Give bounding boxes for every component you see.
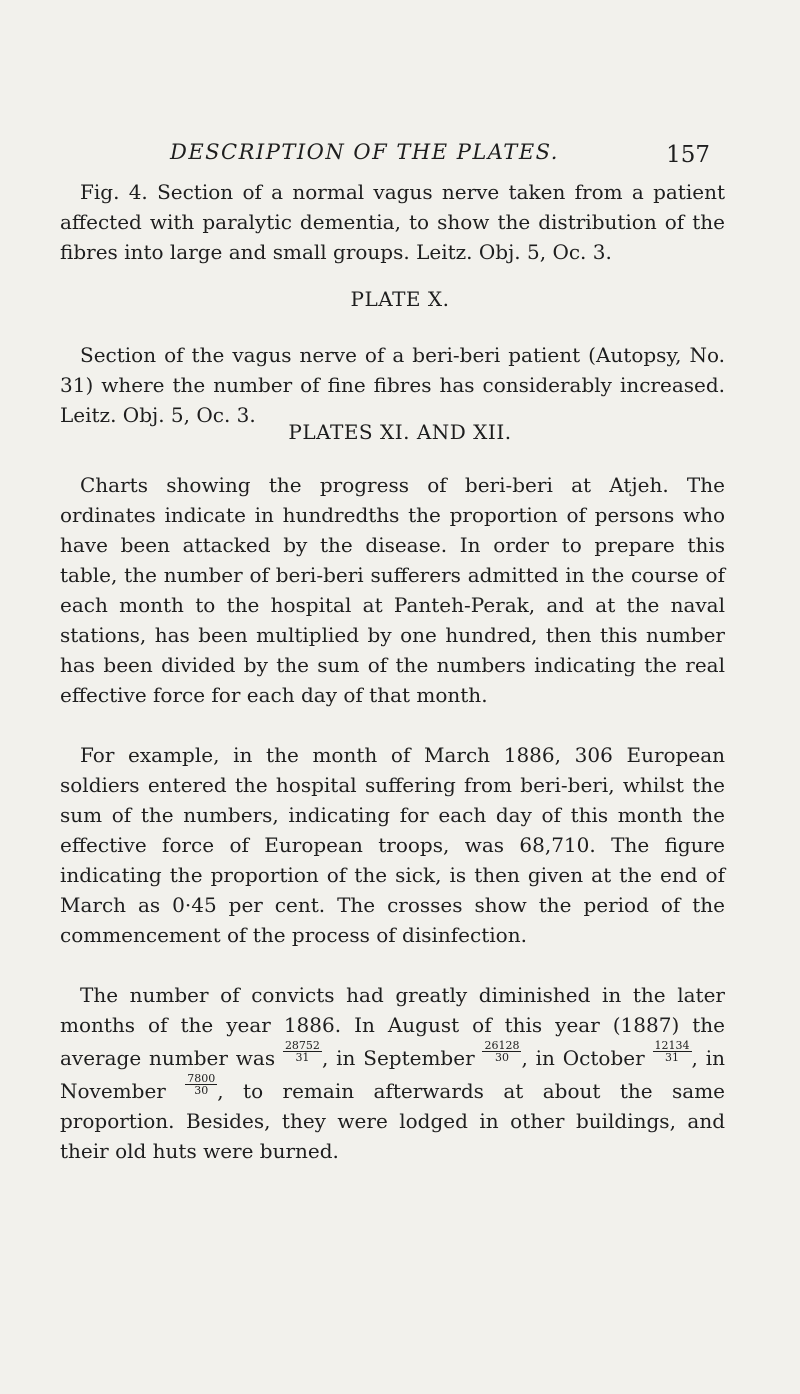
august-numerator: 28752 (284, 1039, 320, 1052)
august-fraction (283, 1040, 322, 1063)
september-fraction (482, 1040, 521, 1063)
running-header (170, 140, 710, 180)
plates-xi-xii-paragraph-2: For example, in the month of March 1886, 306 European soldiers entered the hospital suffering from beri-beri, whilst the sum of the numbers, indicating for each day of this month the effective force of European troops, was 68,710. The figure indicating the proportion of the sick, is then given at the end of March as 0·45 per cent. The crosses show the period of the commencement of the process of disinfection. (60, 743, 725, 947)
october-denominator: 31 (665, 1051, 679, 1064)
september-numerator: 26128 (484, 1039, 520, 1052)
september-denominator: 30 (494, 1051, 509, 1064)
convicts-text-2: , in September (321, 1046, 483, 1070)
page-number: 157 (666, 142, 710, 168)
plates-xi-xii-paragraph-1: Charts showing the progress of beri-beri at Atjeh. The ordinates indicate in hundredths the proportion of persons who have been attacked by the disease. In order to prepare this table, the number of beri-beri sufferers admitted in the course of each month to the hospital at Panteh-Perak, and at the naval stations, has been multiplied by one hundred, then this number has been divided by the sum of the numbers indicating the real effective force for each day of that month. (60, 473, 725, 707)
plate-x-heading: PLATE X. (350, 287, 450, 311)
fig-4-caption: Fig. 4. Section of a normal vagus nerve taken from a patient affected with paralytic dementia, to show the distribution of the fibres into large and small groups. Leitz. Obj. 5, Oc. 3. (60, 180, 725, 264)
plates-xi-xii-heading: PLATES XI. AND XII. (288, 420, 512, 444)
november-fraction (185, 1073, 217, 1096)
october-numerator: 12134 (654, 1039, 690, 1052)
august-denominator: 31 (295, 1051, 310, 1064)
convicts-text-4: , in November (60, 1046, 725, 1103)
convicts-text-5: , to remain afterwards at about the same proportion. Besides, they were lodged in other buildings, and their old huts were burned. (60, 1079, 725, 1163)
october-fraction (653, 1040, 692, 1063)
november-denominator: 30 (194, 1084, 209, 1097)
plates-xi-xii-paragraph-3 (60, 980, 725, 1166)
convicts-text-1: The number of convicts had greatly diminished in the later months of the year 1886. In August of this year (1887) the average number was (60, 983, 725, 1070)
november-numerator: 7800 (187, 1072, 216, 1085)
convicts-text-3: , in October (521, 1046, 653, 1070)
plate-x-description: Section of the vagus nerve of a beri-beri patient (Autopsy, No. 31) where the number of fine fibres has considerably increased. Leitz. Obj. 5, Oc. 3. (60, 343, 725, 427)
running-title: DESCRIPTION OF THE PLATES. (170, 140, 559, 164)
